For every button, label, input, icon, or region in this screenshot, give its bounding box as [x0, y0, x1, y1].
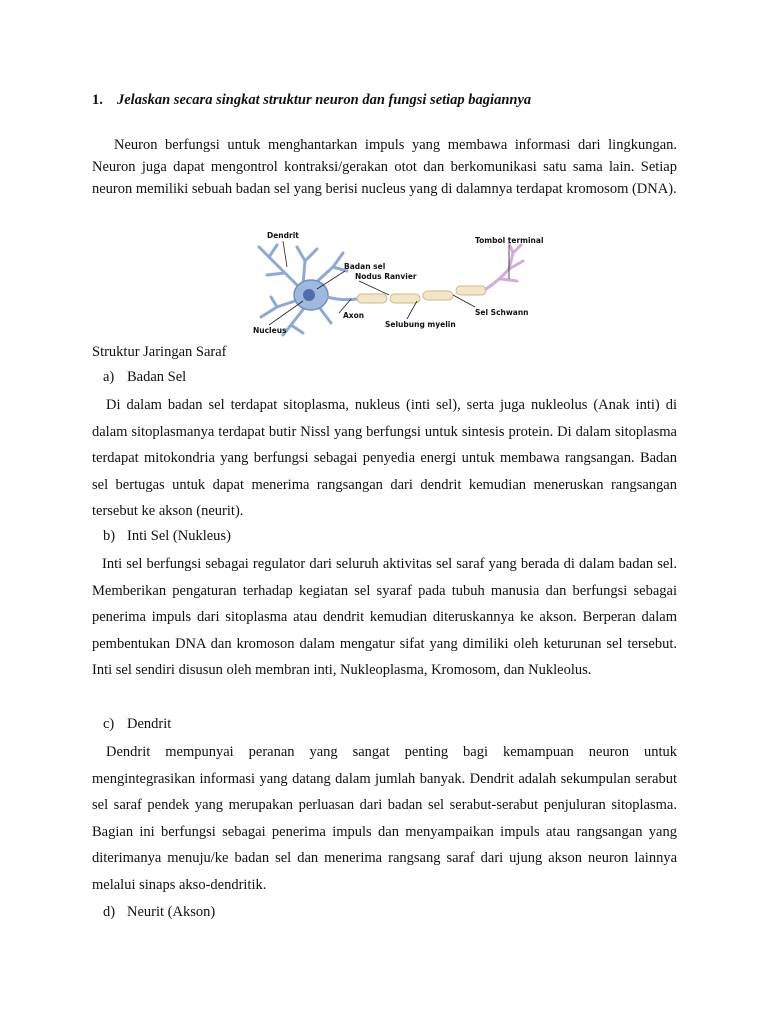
question-number: 1. [92, 92, 103, 108]
label-tombol-terminal: Tombol terminal [475, 236, 544, 245]
label-dendrit: Dendrit [267, 231, 299, 240]
axon-terminal-branches [486, 243, 523, 289]
neuron-diagram [247, 227, 567, 338]
label-selubung-myelin: Selubung myelin [385, 320, 456, 329]
label-axon: Axon [343, 311, 365, 320]
label-badan-sel: Badan sel [344, 262, 386, 271]
item-title: Inti Sel (Nukleus) [127, 528, 231, 544]
label-sel-schwann: Sel Schwann [475, 308, 529, 317]
item-heading-dendrit [103, 716, 171, 733]
item-letter: a) [103, 369, 115, 385]
item-title: Badan Sel [127, 369, 187, 385]
nucleus-shape [303, 289, 315, 301]
label-nucleus: Nucleus [253, 326, 287, 335]
item-heading-badan-sel [103, 369, 186, 386]
question-heading [92, 92, 692, 109]
item-title: Neurit (Akson) [127, 904, 216, 920]
item-letter: b) [103, 528, 116, 544]
intro-paragraph: Neuron berfungsi untuk menghantarkan impuls yang membawa informasi dari lingkungan. Neuron juga dapat mengontrol kontraksi/gerakan otot dan berkomunikasi satu sama lain. Setiap neuron memiliki sebuah badan sel yang berisi nucleus yang di dalamnya terdapat kromosom (DNA). [92, 137, 677, 197]
item-body-inti-sel: Inti sel berfungsi sebagai regulator dari seluruh aktivitas sel saraf yang berada di dalam badan sel. Memberikan pengaturan terhadap kegiatan sel syaraf pada tubuh manusia dan berfungsi sebagai penerima impuls dari sitoplasma atau dendrit kemudian diteruskannya ke akson. Berperan dalam pembentukan DNA dan kromoson dalam mengatur sifat yang dimiliki oleh keturunan sel tersebut. Inti sel sendiri disusun oleh membran inti, Nukleoplasma, Kromosom, dan Nukleolus. [92, 556, 677, 678]
axon-hillock [327, 297, 357, 300]
label-nodus-ranvier: Nodus Ranvier [355, 272, 417, 281]
item-body-badan-sel: Di dalam badan sel terdapat sitoplasma, nukleus (inti sel), serta juga nukleolus (Anak inti) di dalam sitoplasmanya terdapat butir Nissl yang berfungsi untuk sintesis protein. Di dalam sitoplasma terdapat mitokondria yang berfungsi sebagai penyedia energi untuk membawa rangsangan. Badan sel bertugas untuk dapat menerima rangsangan dari dendrit kemudian meneruskan rangsangan tersebut ke akson (neurit). [92, 397, 677, 519]
item-title: Dendrit [127, 716, 172, 732]
item-heading-inti-sel [103, 528, 231, 545]
item-heading-neurit [103, 904, 215, 921]
item-letter: d) [103, 904, 116, 920]
myelin-segments [357, 286, 486, 303]
question-text: Jelaskan secara singkat struktur neuron dan fungsi setiap bagiannya [117, 92, 532, 108]
item-letter: c) [103, 716, 115, 732]
section-title: Struktur Jaringan Saraf [92, 344, 227, 360]
item-body-dendrit: Dendrit mempunyai peranan yang sangat penting bagi kemampuan neuron untuk mengintegrasikan informasi yang datang dalam jumlah banyak. Dendrit adalah sekumpulan serabut sel saraf pendek yang merupakan perluasan dari badan sel serabut-serabut penjuluran sitoplasma. Bagian ini berfungsi sebagai penerima impuls dan menyampaikan impuls atau rangsangan yang diterimanya menuju/ke badan sel dan menerima rangsang saraf dari ujung akson neuron lainnya melalui sinaps akso-dendritik. [92, 744, 677, 893]
neuron-illustration [247, 227, 567, 338]
